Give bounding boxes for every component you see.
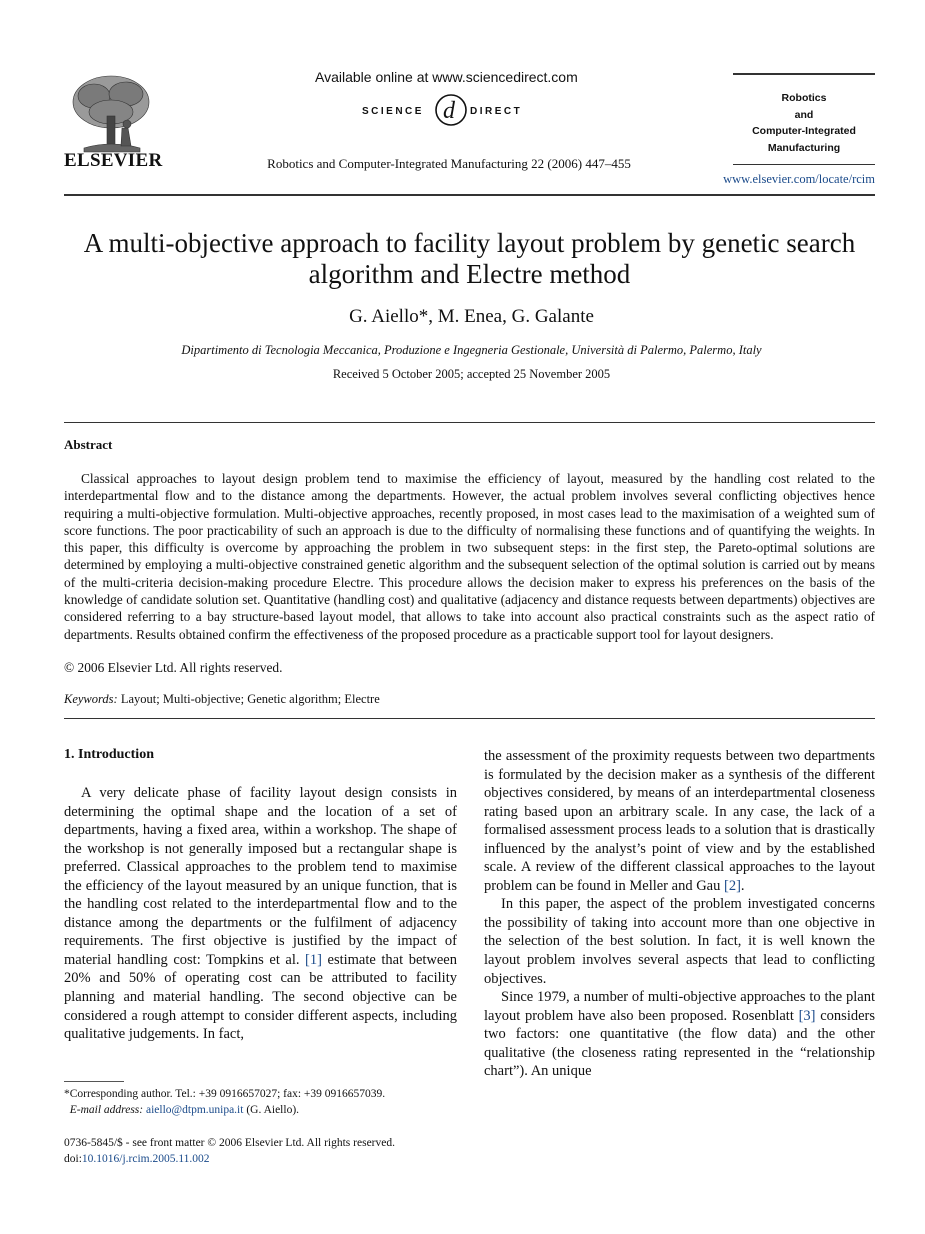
journal-url-link[interactable]: www.elsevier.com/locate/rcim <box>723 172 875 186</box>
citation-link[interactable]: [2] <box>723 877 741 894</box>
journal-box-line: Robotics <box>781 92 827 104</box>
available-online[interactable]: Available online at www.sciencedirect.com <box>315 69 578 85</box>
front-matter-line: 0736-5845/$ - see front matter © 2006 Elsevier Ltd. All rights reserved. <box>64 1137 395 1149</box>
article-title <box>48 228 891 290</box>
journal-box-rule-bottom <box>733 164 875 165</box>
journal-box-line: Computer-Integrated <box>752 125 856 137</box>
text-run: considers two factors: one quantitative (the flow data) and the other qualitative (the closeness rating represented in the “relationship chart”). An unique <box>484 1007 876 1080</box>
received-dates: Received 5 October 2005; accepted 25 November 2005 <box>332 367 611 381</box>
footnote-rule <box>64 1081 124 1082</box>
front-matter <box>64 1136 484 1168</box>
journal-box <box>733 90 875 156</box>
text-run: A very delicate phase of facility layout design consists in determining the optimal shape and the location of a set of departments, having a fixed area, within a workshop. The shape of the workshop is not generally imposed but a rectangular shape is preferred. Classical approaches to the problem tend to maximise the efficiency of the layout measured by an unique function, that is the handling cost related to the interdepartmental flow and to the distance among the departments or the fulfilment of adjacency requirements. The first objective is justified by the impact of material handling cost: Tompkins et al. <box>64 785 457 968</box>
paragraph <box>64 784 457 1044</box>
paragraph <box>484 988 875 1081</box>
journal-box-line: Manufacturing <box>767 141 841 154</box>
footnote <box>64 1087 464 1118</box>
abstract-text: Classical approaches to layout design problem tend to maximise the efficiency of layout, measured by the handling cost related to the interdepartmental flow and to the distance among the departments. However, the actual problem involves several conflicting objectives hence requiring a multi-objective formulation. Multi-objective approaches, recently proposed, in most cases lead to the maximisation of a weighted sum of score functions. The poor practicability of such an approach is due to the difficulty of normalising these functions and of quantifying the weights. In this paper, this difficulty is overcome by approaching the problem in two subsequent steps: in the first step, the Pareto-optimal solutions are determined by employing a multi-objective constrained genetic algorithm and the subsequent selection of the optimal solution is carried out by means of the multi-criteria decision-making procedure Electre. This procedure allows the decision maker to express his preferences on the basis of the knowledge of candidate solution set. Quantitative (handling cost) and qualitative (adjacency and distance requests between departments) objectives are considered referring to a bay structure-based layout model, that allows to take into account also practical constraints such as the aspect ratio of departments. Results obtained confirm the effectiveness of the proposed procedure as a practicable support tool for layout designers. <box>64 471 875 642</box>
sciencedirect-logo[interactable] <box>362 93 542 127</box>
affiliation: Dipartimento di Tecnologia Meccanica, Produzione e Ingegneria Gestionale, Università di Palermo, Palermo, Italy <box>181 343 762 357</box>
email-link[interactable]: aiello@dtpm.unipa.it <box>145 1103 244 1116</box>
abstract-copyright: © 2006 Elsevier Ltd. All rights reserved. <box>64 660 283 675</box>
citation-link[interactable]: [3] <box>798 1007 816 1024</box>
doi-link[interactable]: 10.1016/j.rcim.2005.11.002 <box>81 1152 210 1165</box>
text-run: the assessment of the proximity requests between two departments is formulated by the decision maker as a synthesis of the different objectives considered, by means of an interdepartmental closeness rating based upon an arbitrary scale. In any case, the lack of a formalised assessment process leads to a solution that is drastically influenced by the analyst’s point of view and by the established scale. A review of the different classical approaches to the layout problem can be found in Meller and Gau <box>484 748 875 894</box>
svg-text:d: d <box>443 98 455 124</box>
right-column <box>484 747 875 1081</box>
text-run: estimate that between 20% and 50% of operating cost can be attributed to facility planning and material handling. The second objective can be considered a rough attempt to consider different aspects, including qualitative judgements. In fact, <box>64 951 457 1043</box>
abstract-bottom-rule <box>64 718 875 719</box>
journal-citation: Robotics and Computer-Integrated Manufacturing 22 (2006) 447–455 <box>267 156 631 171</box>
title-line-1: A multi-objective approach to facility layout problem by genetic search <box>83 228 856 258</box>
science-word: SCIENCE <box>362 106 424 117</box>
paragraph <box>484 747 875 895</box>
keywords <box>64 692 875 707</box>
keywords-label: Keywords: <box>64 692 118 706</box>
email-name: (G. Aiello). <box>243 1103 300 1116</box>
section-heading: 1. Introduction <box>64 747 154 762</box>
journal-box-rule-top <box>733 73 875 75</box>
email-line <box>64 1103 464 1119</box>
journal-box-line: and <box>794 108 814 121</box>
left-column <box>64 784 457 1044</box>
abstract-heading: Abstract <box>64 437 113 452</box>
text-run: Since 1979, a number of multi-objective approaches to the plant layout problem have also been proposed. Rosenblatt <box>484 989 875 1024</box>
paragraph: In this paper, the aspect of the problem investigated concerns the possibility of taking into account more than one objective in the selection of the best solution. In fact, it is well known the layout problem involves several aspects that lead to conflicting objectives. <box>484 896 875 987</box>
title-line-2: algorithm and Electre method <box>308 259 631 289</box>
email-label: E-mail address: <box>69 1103 144 1116</box>
doi-label: doi: <box>64 1152 82 1165</box>
header-divider <box>64 194 875 196</box>
direct-word: DIRECT <box>470 106 523 117</box>
citation-link[interactable]: [1] <box>305 951 322 968</box>
text-run: . <box>740 877 745 894</box>
abstract-top-rule <box>64 422 875 423</box>
publisher-name: ELSEVIER <box>64 150 163 171</box>
corresponding-author: *Corresponding author. Tel.: +39 0916657027; fax: +39 0916657039. <box>64 1088 386 1100</box>
authors: G. Aiello*, M. Enea, G. Galante <box>349 306 594 327</box>
keywords-list: Layout; Multi-objective; Genetic algorithm; Electre <box>120 692 380 706</box>
doi-line <box>64 1152 484 1168</box>
